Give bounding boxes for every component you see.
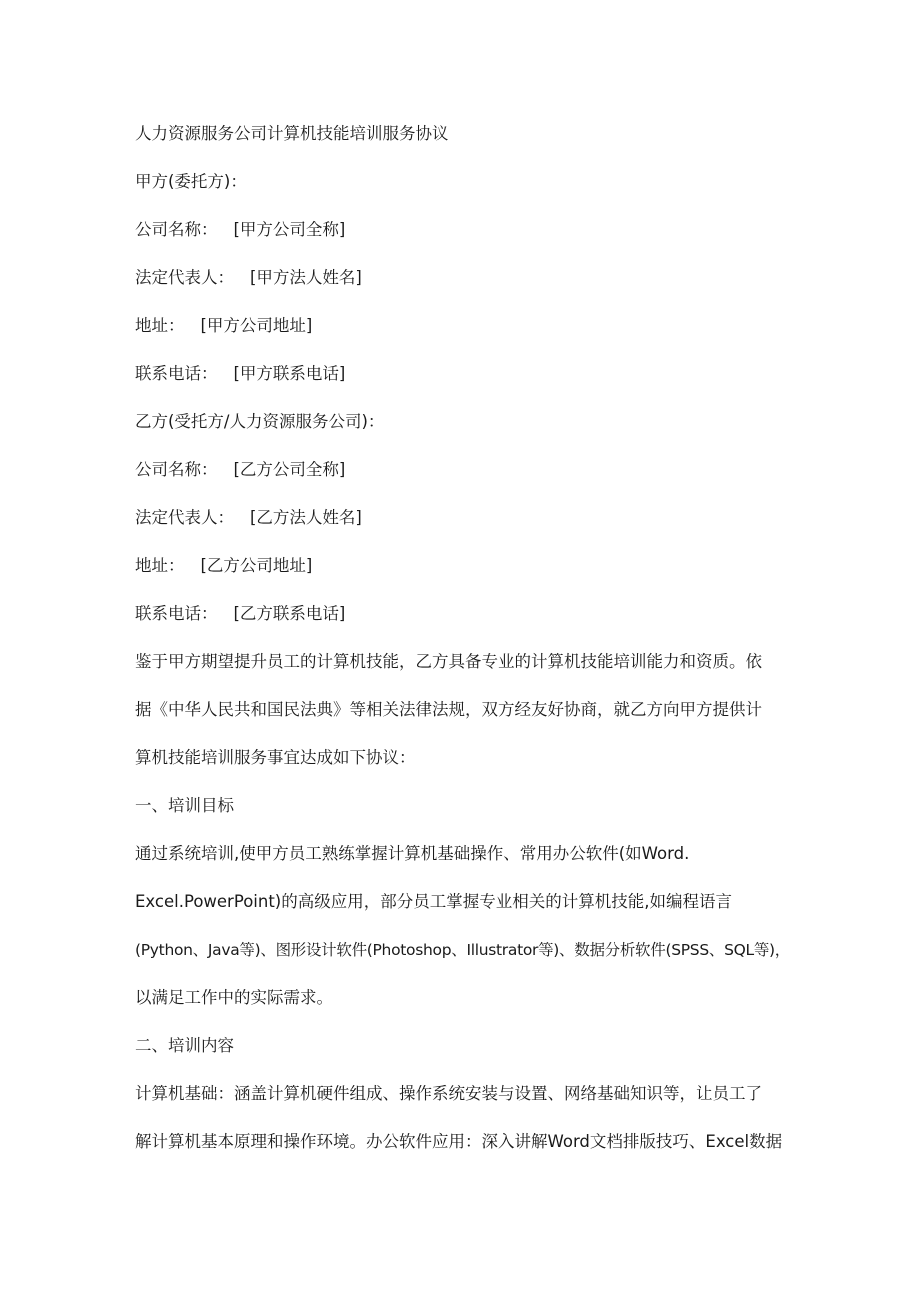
party-b-company-value: [乙方公司全称] [233,460,346,479]
preamble-line: 鉴于甲方期望提升员工的计算机技能，乙方具备专业的计算机技能培训能力和资质。依 [135,652,762,671]
party-b-company-label: 公司名称： [135,460,218,479]
party-a-phone-value: [甲方联系电话] [233,364,346,383]
party-b-heading: 乙方(受托方/人力资源服务公司)： [135,412,385,431]
section-heading-training-content: 二、培训内容 [135,1036,234,1055]
party-a-phone-row [135,357,795,405]
party-b-legal-rep-value: [乙方法人姓名] [250,508,362,527]
section1-line: Excel.PowerPoint)的高级应用，部分员工掌握专业相关的计算机技能,如编程语言 [135,892,732,911]
party-b-phone-value: [乙方联系电话] [233,604,346,623]
section1-line: 通过系统培训,使甲方员工熟练掌握计算机基础操作、常用办公软件(如Word. [135,844,690,863]
agreement-body [135,117,795,1173]
section-heading-training-goals: 一、培训目标 [135,796,234,815]
preamble-line: 据《中华人民共和国民法典》等相关法律法规，双方经友好协商，就乙方向甲方提供计 [135,700,762,719]
party-b-address-row [135,549,795,597]
party-b-legal-rep-row [135,501,795,549]
party-b-address-value: [乙方公司地址] [200,556,313,575]
preamble-line: 算机技能培训服务事宜达成如下协议： [135,748,416,767]
party-a-legal-rep-value: [甲方法人姓名] [250,268,362,287]
party-a-address-row [135,309,795,357]
party-a-heading: 甲方(委托方)： [135,172,247,191]
party-a-company-value: [甲方公司全称] [233,220,346,239]
party-b-address-label: 地址： [135,556,185,575]
party-b-company-row [135,453,795,501]
section1-line: (Python、Java等)、图形设计软件(Photoshop、Illustrator等)、数据分析软件(SPSS、SQL等)， [135,941,790,959]
party-b-legal-rep-label: 法定代表人： [135,508,234,527]
section2-line: 计算机基础：涵盖计算机硬件组成、操作系统安装与设置、网络基础知识等，让员工了 [135,1084,762,1103]
section2-line: 解计算机基本原理和操作环境。办公软件应用：深入讲解Word文档排版技巧、Excel数据 [135,1132,783,1151]
party-b-phone-label: 联系电话： [135,604,218,623]
party-a-company-label: 公司名称： [135,220,218,239]
section1-line: 以满足工作中的实际需求。 [135,988,333,1007]
party-a-company-row [135,213,795,261]
document-title: 人力资源服务公司计算机技能培训服务协议 [135,124,449,143]
party-a-phone-label: 联系电话： [135,364,218,383]
party-a-legal-rep-row [135,261,795,309]
party-a-legal-rep-label: 法定代表人： [135,268,234,287]
party-b-phone-row [135,597,795,645]
party-a-address-label: 地址： [135,316,185,335]
party-a-address-value: [甲方公司地址] [200,316,313,335]
